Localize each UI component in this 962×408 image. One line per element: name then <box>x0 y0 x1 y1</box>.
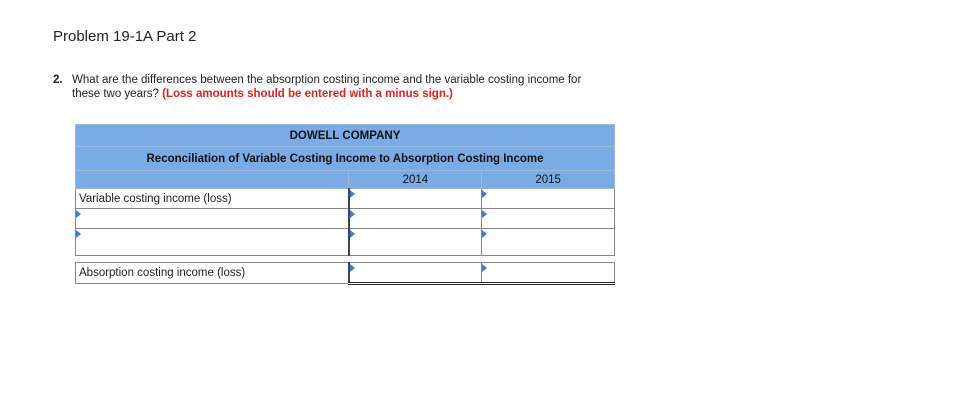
dropdown-marker-icon <box>76 230 81 238</box>
input-absorption-income-2014[interactable] <box>349 263 482 284</box>
row-label-adjustment-1[interactable] <box>76 209 349 229</box>
table-row <box>76 229 615 256</box>
input-absorption-income-2015[interactable] <box>482 263 615 284</box>
question-line-1 <box>53 73 581 87</box>
spacer-row <box>76 256 615 263</box>
input-marker-icon <box>482 210 487 218</box>
dropdown-marker-icon <box>76 210 81 218</box>
header-blank <box>76 171 349 189</box>
input-marker-icon <box>350 230 355 238</box>
input-marker-icon <box>482 190 487 198</box>
loss-warning: (Loss amounts should be entered with a minus sign.) <box>162 88 453 100</box>
company-name: DOWELL COMPANY <box>76 125 615 147</box>
input-adjustment-1-2014[interactable] <box>349 209 482 229</box>
table-row <box>76 263 615 284</box>
row-label-absorption-income: Absorption costing income (loss) <box>76 263 349 284</box>
question-line-2-text: these two years? <box>72 88 159 100</box>
table-title: Reconciliation of Variable Costing Income to Absorption Costing Income <box>76 147 615 171</box>
question-number: 2. <box>53 74 63 86</box>
input-adjustment-2-2015[interactable] <box>482 229 615 256</box>
input-marker-icon <box>350 210 355 218</box>
row-label-adjustment-2[interactable] <box>76 229 349 256</box>
input-adjustment-2-2014[interactable] <box>349 229 482 256</box>
row-label-variable-income: Variable costing income (loss) <box>76 189 349 209</box>
year-2015-header: 2015 <box>482 171 615 189</box>
header-company-row <box>76 125 615 147</box>
year-2014-header: 2014 <box>349 171 482 189</box>
question-text <box>53 73 581 101</box>
question-line-1-text: What are the differences between the absorption costing income and the variable costing income for <box>72 74 582 86</box>
header-years-row <box>76 171 615 189</box>
table-row <box>76 209 615 229</box>
input-adjustment-1-2015[interactable] <box>482 209 615 229</box>
input-marker-icon <box>350 264 355 272</box>
input-marker-icon <box>482 264 487 272</box>
input-variable-income-2014[interactable] <box>349 189 482 209</box>
input-marker-icon <box>350 190 355 198</box>
input-marker-icon <box>482 230 487 238</box>
table-row <box>76 189 615 209</box>
reconciliation-table <box>75 124 615 285</box>
input-variable-income-2015[interactable] <box>482 189 615 209</box>
problem-title: Problem 19-1A Part 2 <box>53 28 197 45</box>
header-title-row <box>76 147 615 171</box>
question-line-2 <box>53 87 581 101</box>
